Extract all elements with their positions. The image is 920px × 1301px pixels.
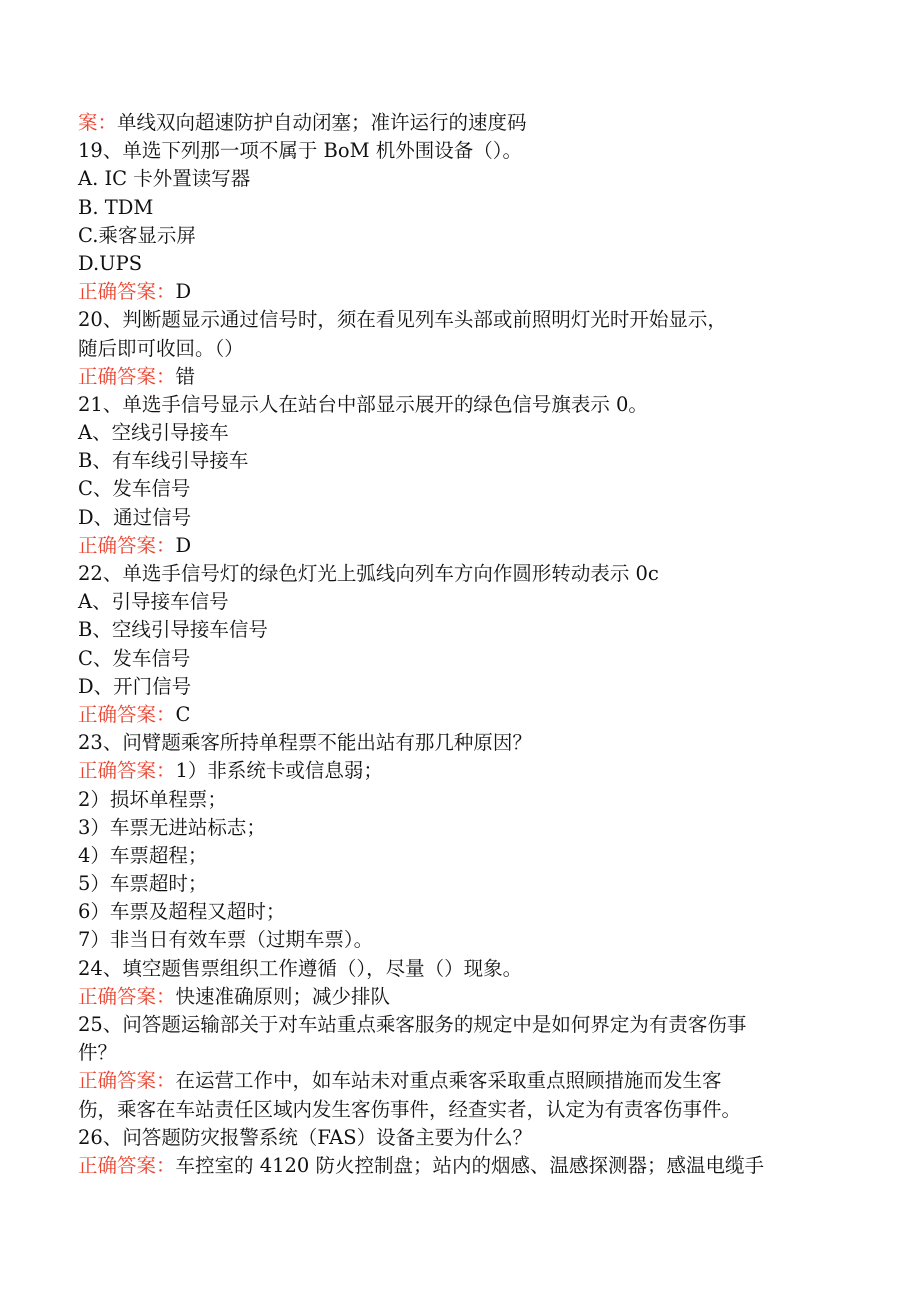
text-line (78, 363, 848, 391)
text-line (78, 983, 848, 1011)
line-text: 23、问臂题乘客所持单程票不能出站有那几种原因？ (78, 731, 532, 755)
text-line (78, 814, 848, 842)
answer-label: 正确答案： (78, 702, 176, 726)
text-line (78, 842, 848, 870)
line-text: 26、问答题防灾报警系统（FAS）设备主要为什么？ (78, 1125, 533, 1149)
text-line (78, 447, 848, 475)
line-text: B、空线引导接车信号 (78, 618, 268, 642)
text-line (78, 165, 848, 193)
line-text: D、开门信号 (78, 674, 192, 698)
text-line (78, 1124, 848, 1152)
text-line (78, 588, 848, 616)
text-line (78, 335, 848, 363)
line-text: A、空线引导接车 (78, 421, 229, 445)
text-line (78, 194, 848, 222)
line-text: C、发车信号 (78, 646, 191, 670)
answer-label: 案： (78, 111, 118, 134)
text-line (78, 419, 848, 447)
text-line (78, 701, 848, 729)
text-line (78, 786, 848, 814)
line-text: B. TDM (78, 195, 154, 219)
line-text: D、通过信号 (78, 505, 192, 529)
line-text: B、有车线引导接车 (78, 449, 249, 473)
text-line (78, 109, 848, 137)
line-text: C.乘客显示屏 (78, 223, 196, 247)
text-line (78, 250, 848, 278)
text-line (78, 955, 848, 983)
text-line (78, 560, 848, 588)
line-text: 6）车票及超程又超时； (78, 900, 286, 924)
line-text: 4）车票超程； (78, 843, 208, 867)
text-line (78, 645, 848, 673)
text-line (78, 1067, 848, 1095)
line-text: 错 (175, 364, 196, 388)
line-text: 单线双向超速防护自动闭塞；准许运行的速度码 (117, 111, 527, 134)
line-text: 伤，乘客在车站责任区域内发生客伤事件，经查实者，认定为有责客伤事件。 (78, 1097, 742, 1121)
line-text: 21、单选手信号显示人在站台中部显示展开的绿色信号旗表示 0。 (78, 392, 648, 416)
line-text: 快速准确原则；减少排队 (175, 984, 391, 1008)
line-text: 20、判断题显示通过信号时，须在看见列车头部或前照明灯光时开始显示， (78, 308, 727, 332)
line-text: 车控室的 4120 防火控制盘；站内的烟感、温感探测器；感温电缆手 (175, 1153, 765, 1177)
line-text: 在运营工作中，如车站未对重点乘客采取重点照顾措施而发生客 (175, 1069, 722, 1093)
line-text: 随后即可收回。（） (78, 336, 244, 360)
answer-label: 正确答案： (78, 1069, 176, 1093)
line-text: 1）非系统卡或信息弱； (175, 759, 383, 783)
text-line (78, 306, 848, 334)
line-text: 5）车票超时； (78, 872, 208, 896)
answer-label: 正确答案： (78, 364, 176, 388)
answer-label: 正确答案： (78, 280, 176, 304)
text-line (78, 757, 848, 785)
text-line (78, 1096, 848, 1124)
text-line (78, 898, 848, 926)
text-line (78, 137, 848, 165)
text-line (78, 222, 848, 250)
text-line (78, 1011, 848, 1039)
answer-label: 正确答案： (78, 1153, 176, 1177)
line-text: D (175, 280, 192, 304)
answer-label: 正确答案： (78, 759, 176, 783)
line-text: 24、填空题售票组织工作遵循（），尽量（）现象。 (78, 956, 523, 980)
text-line (78, 278, 848, 306)
text-line (78, 475, 848, 503)
line-text: 19、单选下列那一项不属于 BoM 机外围设备（）。 (78, 139, 522, 163)
line-text: D (175, 533, 192, 557)
text-line (78, 1152, 848, 1180)
line-text: D.UPS (78, 251, 143, 275)
document-page (78, 109, 848, 1180)
text-line (78, 673, 848, 701)
text-line (78, 1039, 848, 1067)
line-text: 25、问答题运输部关于对车站重点乘客服务的规定中是如何界定为有责客伤事 (78, 1013, 747, 1036)
text-line (78, 391, 848, 419)
line-text: C (175, 702, 191, 726)
line-text: A、引导接车信号 (78, 590, 229, 614)
text-line (78, 926, 848, 954)
line-text: C、发车信号 (78, 477, 191, 501)
line-text: 件？ (78, 1041, 118, 1065)
answer-label: 正确答案： (78, 984, 176, 1008)
text-line (78, 616, 848, 644)
answer-label: 正确答案： (78, 533, 176, 557)
line-text: 3）车票无进站标志； (78, 815, 266, 839)
line-text: 2）损坏单程票； (78, 787, 227, 811)
text-line (78, 504, 848, 532)
text-line (78, 729, 848, 757)
line-text: 7）非当日有效车票（过期车票）。 (78, 928, 374, 952)
text-line (78, 532, 848, 560)
text-line (78, 870, 848, 898)
line-text: A. IC 卡外置读写器 (78, 167, 251, 191)
line-text: 22、单选手信号灯的绿色灯光上弧线向列车方向作圆形转动表示 0c (78, 562, 659, 585)
